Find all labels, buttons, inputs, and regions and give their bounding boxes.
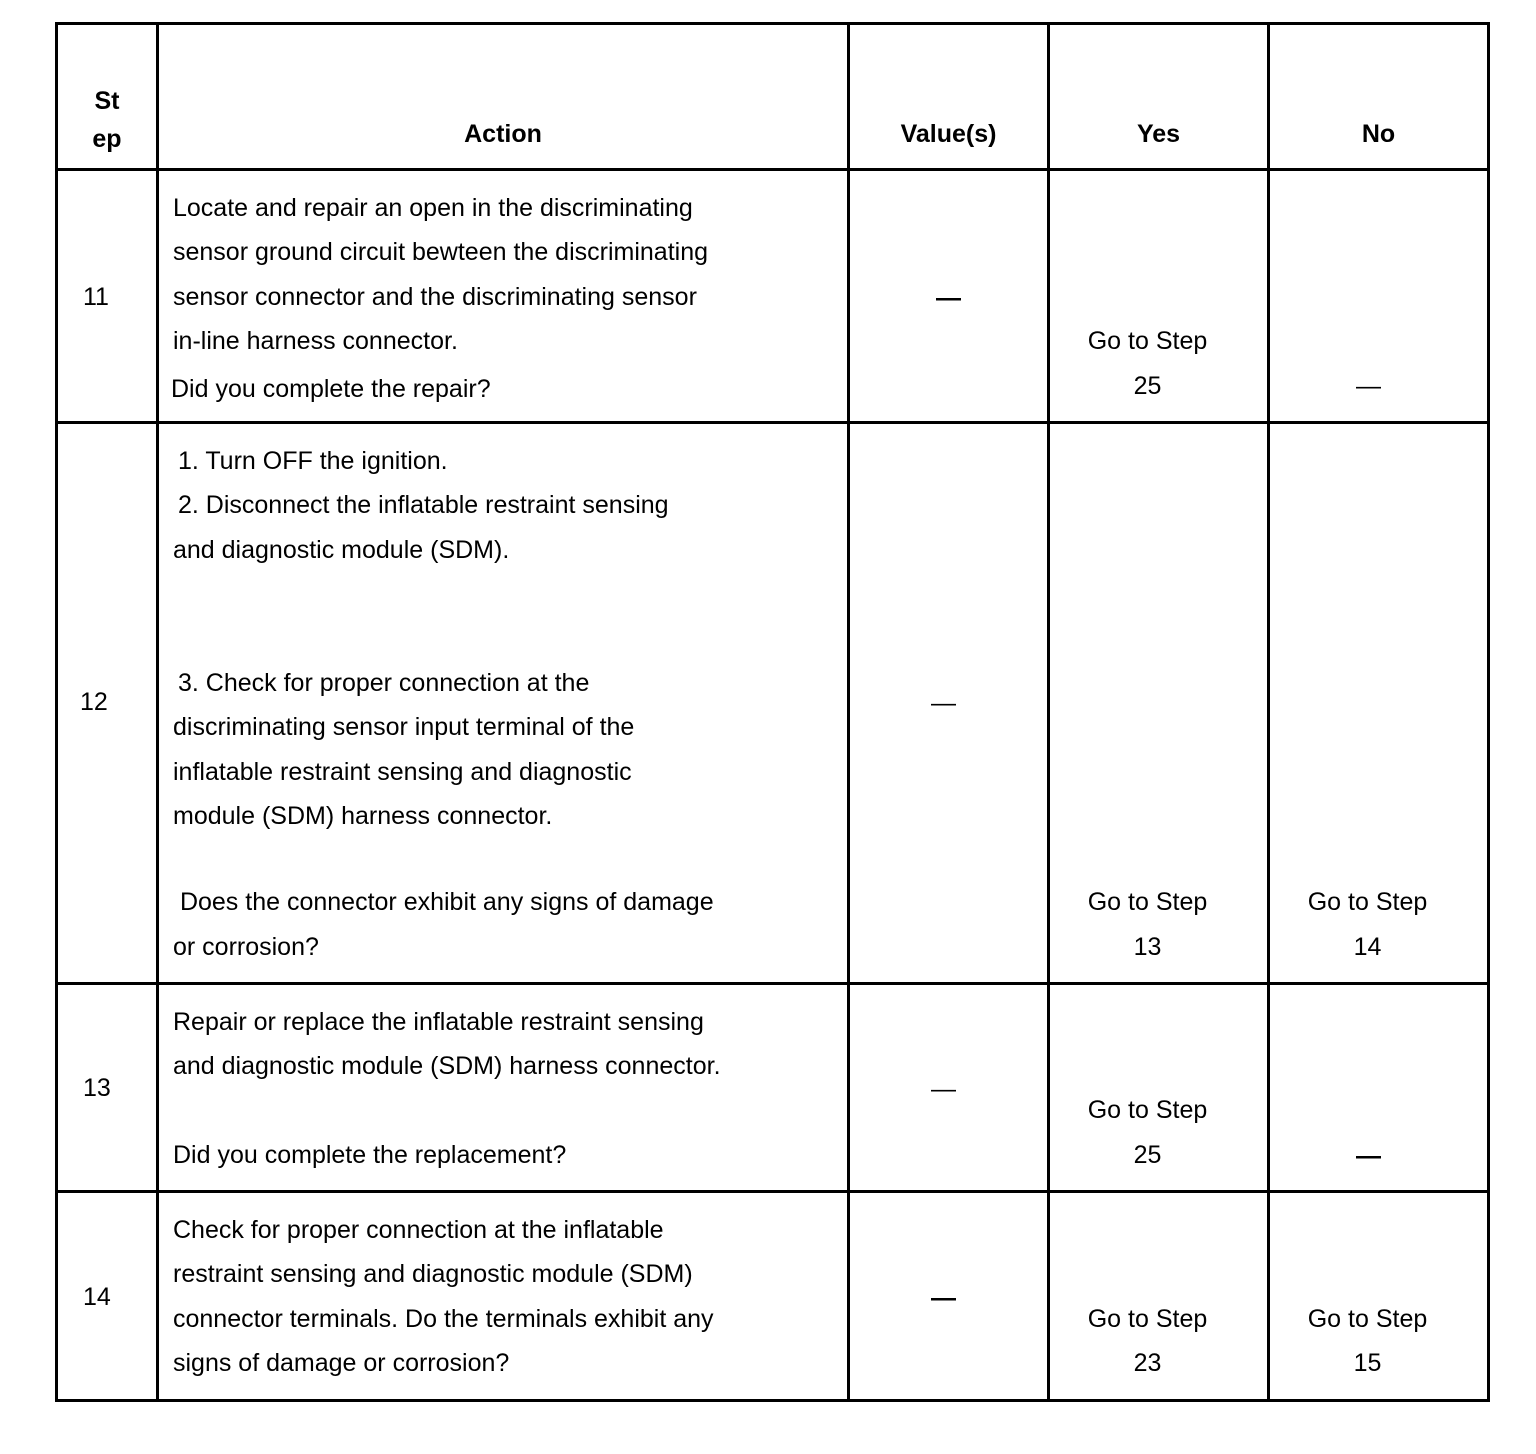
value-dash: —: [931, 1284, 956, 1312]
no-goto-line1: Go to Step: [1307, 1305, 1428, 1333]
step-number: 14: [83, 1283, 111, 1311]
yes-goto-line1: Go to Step: [1087, 1096, 1208, 1124]
column-divider-values: [1047, 22, 1050, 1402]
header-action: Action: [464, 120, 542, 148]
action-line: restraint sensing and diagnostic module (SDM): [173, 1260, 693, 1288]
header-values: Value(s): [900, 120, 997, 148]
yes-goto-step: 25: [1133, 1141, 1162, 1169]
header-step: St ep: [92, 87, 122, 153]
action-question: Did you complete the replacement?: [173, 1141, 567, 1169]
no-goto-line1: Go to Step: [1307, 888, 1428, 916]
column-divider-yes: [1267, 22, 1270, 1402]
action-line: and diagnostic module (SDM) harness connector.: [173, 1052, 721, 1080]
column-divider-no: [1487, 22, 1490, 1402]
action-line: connector terminals. Do the terminals exhibit any: [173, 1305, 714, 1333]
value-dash: —: [936, 284, 961, 312]
row-divider-12: [55, 982, 1490, 985]
action-line: sensor ground circuit bewteen the discriminating: [173, 238, 708, 266]
header-no: No: [1361, 120, 1396, 148]
action-question: signs of damage or corrosion?: [173, 1349, 510, 1377]
action-question: Did you complete the repair?: [171, 375, 491, 403]
action-line: and diagnostic module (SDM).: [173, 536, 510, 564]
yes-goto-line1: Go to Step: [1087, 888, 1208, 916]
yes-goto-line1: Go to Step: [1087, 327, 1208, 355]
row-divider-11: [55, 421, 1490, 424]
action-line: Check for proper connection at the inflatable: [173, 1216, 664, 1244]
action-line: Repair or replace the inflatable restraint sensing: [173, 1008, 704, 1036]
step-number: 11: [83, 283, 109, 311]
action-question: Does the connector exhibit any signs of damage: [173, 888, 714, 916]
action-line: in-line harness connector.: [173, 327, 458, 355]
value-dash: —: [931, 689, 956, 717]
yes-goto-step: 23: [1133, 1349, 1162, 1377]
action-line: sensor connector and the discriminating sensor: [173, 283, 697, 311]
action-question: or corrosion?: [173, 933, 319, 961]
yes-goto-step: 13: [1133, 933, 1162, 961]
yes-goto-line1: Go to Step: [1087, 1305, 1208, 1333]
action-line: 2. Disconnect the inflatable restraint sensing: [178, 491, 669, 519]
no-dash: —: [1356, 1142, 1381, 1170]
no-dash: —: [1356, 372, 1381, 400]
header-row-divider: [55, 168, 1490, 171]
value-dash: —: [931, 1075, 956, 1103]
action-line: 3. Check for proper connection at the: [178, 669, 590, 697]
no-goto-step: 15: [1353, 1349, 1382, 1377]
column-divider-step: [156, 22, 159, 1402]
step-number: 13: [83, 1074, 111, 1102]
action-line: discriminating sensor input terminal of the: [173, 713, 635, 741]
action-line: Locate and repair an open in the discriminating: [173, 194, 693, 222]
no-goto-step: 14: [1353, 933, 1382, 961]
row-divider-13: [55, 1190, 1490, 1193]
action-line: 1. Turn OFF the ignition.: [178, 447, 448, 475]
header-yes: Yes: [1136, 120, 1181, 148]
action-line: inflatable restraint sensing and diagnostic: [173, 758, 632, 786]
action-line: module (SDM) harness connector.: [173, 802, 553, 830]
step-number: 12: [80, 688, 108, 716]
yes-goto-step: 25: [1133, 372, 1162, 400]
